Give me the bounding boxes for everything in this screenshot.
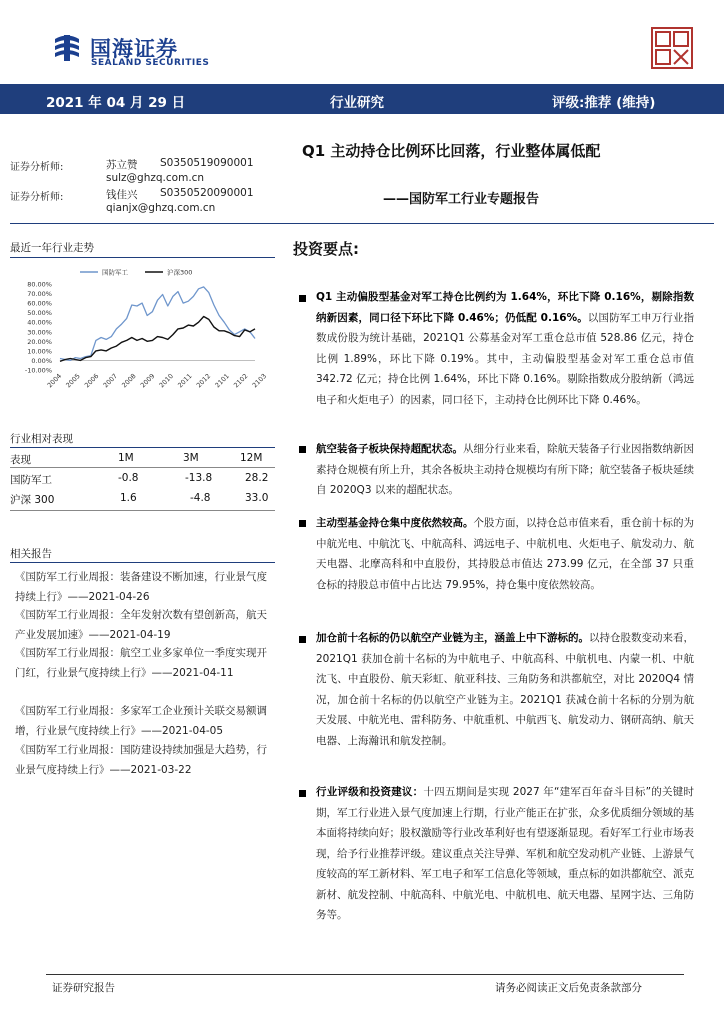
perf-header-cell: 12M bbox=[240, 452, 263, 464]
perf-header-cell: 表现 bbox=[10, 454, 31, 466]
perf-header-cell: 3M bbox=[183, 452, 199, 464]
x-tick-label: 2102 bbox=[232, 372, 250, 390]
y-tick-label: 10.00% bbox=[27, 347, 52, 356]
analyst-code: S0350519090001 bbox=[160, 157, 254, 169]
report-title: Q1 主动持仓比例环比回落，行业整体属低配 bbox=[302, 142, 601, 160]
report-date: 2021 年 04 月 29 日 bbox=[46, 95, 186, 111]
perf-row-name: 国防军工 bbox=[10, 474, 52, 486]
table-rule bbox=[10, 467, 275, 468]
bullet-icon bbox=[299, 295, 306, 302]
section-rule bbox=[10, 562, 275, 563]
report-info-bar bbox=[0, 84, 724, 114]
x-tick-label: 2008 bbox=[120, 372, 138, 390]
x-tick-label: 2006 bbox=[83, 372, 101, 390]
research-institute-seal-icon bbox=[651, 27, 693, 69]
analyst-name: 钱佳兴 bbox=[106, 189, 138, 201]
analyst-name: 苏立赞 bbox=[106, 159, 138, 171]
point-highlight: 航空装备子板块保持超配状态。 bbox=[316, 443, 463, 455]
perf-row-name: 沪深 300 bbox=[10, 494, 55, 506]
point-body: 以国防军工申万行业指数成份股为统计基础，2021Q1 公募基金对军工重仓总市值 528.86 亿元，持仓比例 1.89%，环比下降 0.19%。其中，主动偏股型基金对军工重仓总市值 342.72 亿元；持仓比例 1.64%，环比下降 0.16%。剔除指数成分股纳新（鸿远电子和火炬电子）的因素，同口径下，主动持仓比例环比下降 0.46%。 bbox=[316, 311, 694, 406]
y-tick-label: 30.00% bbox=[27, 328, 52, 337]
industry-trend-chart bbox=[10, 262, 275, 402]
point-highlight: 行业评级和投资建议： bbox=[316, 786, 424, 798]
footer-disclaimer: 请务必阅读正文后免责条款部分 bbox=[495, 982, 642, 994]
point-highlight: Q1 主动偏股型基金对军工持仓比例约为 1.64%，环比下降 0.16%，剔除指数纳新因素，同口径下环比下降 0.46%；仍低配 0.16%。 bbox=[316, 291, 694, 324]
x-tick-label: 2007 bbox=[101, 372, 120, 390]
x-tick-label: 2009 bbox=[138, 372, 157, 390]
bullet-icon bbox=[299, 446, 306, 453]
sealand-logo-icon bbox=[52, 33, 82, 63]
x-tick-label: 2011 bbox=[176, 372, 194, 390]
y-tick-label: 80.00% bbox=[27, 280, 52, 289]
report-rating: 评级:推荐 (维持) bbox=[552, 95, 656, 111]
bullet-icon bbox=[299, 636, 306, 643]
point-highlight: 主动型基金持仓集中度依然较高。 bbox=[316, 517, 474, 529]
investment-highlights-heading: 投资要点: bbox=[293, 240, 359, 258]
footer-divider bbox=[46, 974, 684, 975]
x-tick-label: 2010 bbox=[157, 372, 175, 390]
analyst-label: 证券分析师: bbox=[10, 192, 64, 203]
perf-header-cell: 1M bbox=[118, 452, 134, 464]
y-tick-label: 40.00% bbox=[27, 318, 52, 327]
bullet-icon bbox=[299, 520, 306, 527]
table-rule bbox=[10, 510, 275, 511]
y-tick-label: 0.00% bbox=[31, 356, 52, 365]
investment-point bbox=[316, 628, 694, 751]
perf-cell: 33.0 bbox=[245, 492, 269, 504]
series-line-defense bbox=[60, 287, 255, 361]
report-type: 行业研究 bbox=[330, 95, 384, 111]
series-line-csi300 bbox=[60, 317, 255, 362]
footer-left: 证券研究报告 bbox=[52, 982, 115, 994]
performance-heading: 行业相对表现 bbox=[10, 433, 73, 445]
logo-english-text: SEALAND SECURITIES bbox=[91, 58, 210, 68]
header-divider bbox=[10, 223, 714, 224]
investment-point bbox=[316, 513, 694, 595]
perf-cell: -0.8 bbox=[118, 472, 139, 484]
y-tick-label: -10.00% bbox=[24, 366, 52, 375]
y-tick-label: 70.00% bbox=[27, 290, 52, 299]
x-tick-label: 2012 bbox=[194, 372, 213, 390]
x-tick-label: 2005 bbox=[64, 372, 82, 390]
related-report-item[interactable]: 《国防军工行业周报：国防建设持续加强是大趋势，行业景气度持续上行》——2021-03-22 bbox=[15, 744, 267, 776]
analyst-code: S0350520090001 bbox=[160, 187, 254, 199]
legend-label: 国防军工 bbox=[102, 268, 128, 277]
point-body: 个股方面，以持仓总市值来看，重仓前十标的为中航光电、中航沈飞、中航高科、鸿远电子、中航机电、火炬电子、航发动力、航天电器、北摩高科和中直股份，其持股总市值达 273.99 亿元，在全部 37 只重仓标的持股总市值中占比达 79.95%，持仓集中度依然较高。 bbox=[316, 517, 694, 591]
analyst-label: 证券分析师: bbox=[10, 162, 64, 173]
section-rule bbox=[10, 447, 275, 448]
x-tick-label: 2103 bbox=[250, 372, 269, 390]
point-body: 以持仓股数变动来看，2021Q1 获加仓前十名标的为中航电子、中航高科、中航机电、内蒙一机、中航沈飞、中直股份、航天彩虹、航亚科技、三角防务和洪都航空，对比 2020Q4 情况，加仓前十名标的仍以航空产业链为主。2021Q1 获减仓前十名标的分别为航天发展、中航光电、雷科防务、中航重机、中航西飞、航发动力、钢研高纳、航天电器、上海瀚讯和航发控制。 bbox=[316, 632, 694, 747]
perf-cell: 1.6 bbox=[120, 492, 137, 504]
report-subtitle: ——国防军工行业专题报告 bbox=[383, 192, 540, 207]
perf-cell: -13.8 bbox=[185, 472, 213, 484]
trend-heading: 最近一年行业走势 bbox=[10, 242, 94, 254]
related-report-item[interactable]: 《国防军工行业周报：全年发射次数有望创新高，航天产业发展加速》——2021-04-19 bbox=[15, 609, 267, 641]
investment-point bbox=[316, 782, 694, 926]
analyst-email: qianjx@ghzq.com.cn bbox=[106, 202, 216, 214]
related-report-item[interactable]: 《国防军工行业周报：装备建设不断加速，行业景气度持续上行》——2021-04-26 bbox=[15, 571, 267, 603]
perf-cell: 28.2 bbox=[245, 472, 269, 484]
related-report-item[interactable]: 《国防军工行业周报：航空工业多家单位一季度实现开门红，行业景气度持续上行》——2021-04-11 bbox=[15, 647, 267, 679]
section-rule bbox=[10, 257, 275, 258]
legend-label: 沪深300 bbox=[167, 268, 193, 277]
related-report-item[interactable]: 《国防军工行业周报：多家军工企业预计关联交易额调增，行业景气度持续上行》——2021-04-05 bbox=[15, 705, 267, 737]
y-tick-label: 50.00% bbox=[27, 309, 52, 318]
bullet-icon bbox=[299, 790, 306, 797]
investment-point bbox=[316, 439, 694, 501]
x-tick-label: 2004 bbox=[45, 372, 64, 390]
point-body: 十四五期间是实现 2027 年“建军百年奋斗目标”的关键时期，军工行业进入景气度加速上行期，行业产能正在扩张，众多优质细分领域的基本面将持续向好；股权激励等行业改革利好也有望逐渐显现。看好军工行业市场表现，给予行业推荐评级。建议重点关注导弹、军机和航空发动机产业链、上游景气度较高的军工新材料、军工电子和军工信息化等领域，重点标的如洪都航空、派克新材、航发控制、中航高科、中航光电、中航机电、航天电器、星网宇达、三角防务等。 bbox=[316, 786, 694, 921]
logo-chinese-text: 国海证券 bbox=[90, 37, 178, 61]
y-tick-label: 60.00% bbox=[27, 299, 52, 308]
perf-cell: -4.8 bbox=[190, 492, 211, 504]
point-body: 从细分行业来看，除航天装备子行业因指数纳新因素持仓规模有所上升，其余各板块主动持仓规模均有所下降；航空装备子板块延续自 2020Q3 以来的超配状态。 bbox=[316, 443, 694, 496]
y-tick-label: 20.00% bbox=[27, 337, 52, 346]
analyst-email: sulz@ghzq.com.cn bbox=[106, 172, 205, 184]
point-highlight: 加仓前十名标的仍以航空产业链为主，涵盖上中下游标的。 bbox=[316, 632, 589, 644]
related-heading: 相关报告 bbox=[10, 548, 52, 560]
investment-point bbox=[316, 287, 694, 410]
x-tick-label: 2101 bbox=[213, 372, 231, 390]
